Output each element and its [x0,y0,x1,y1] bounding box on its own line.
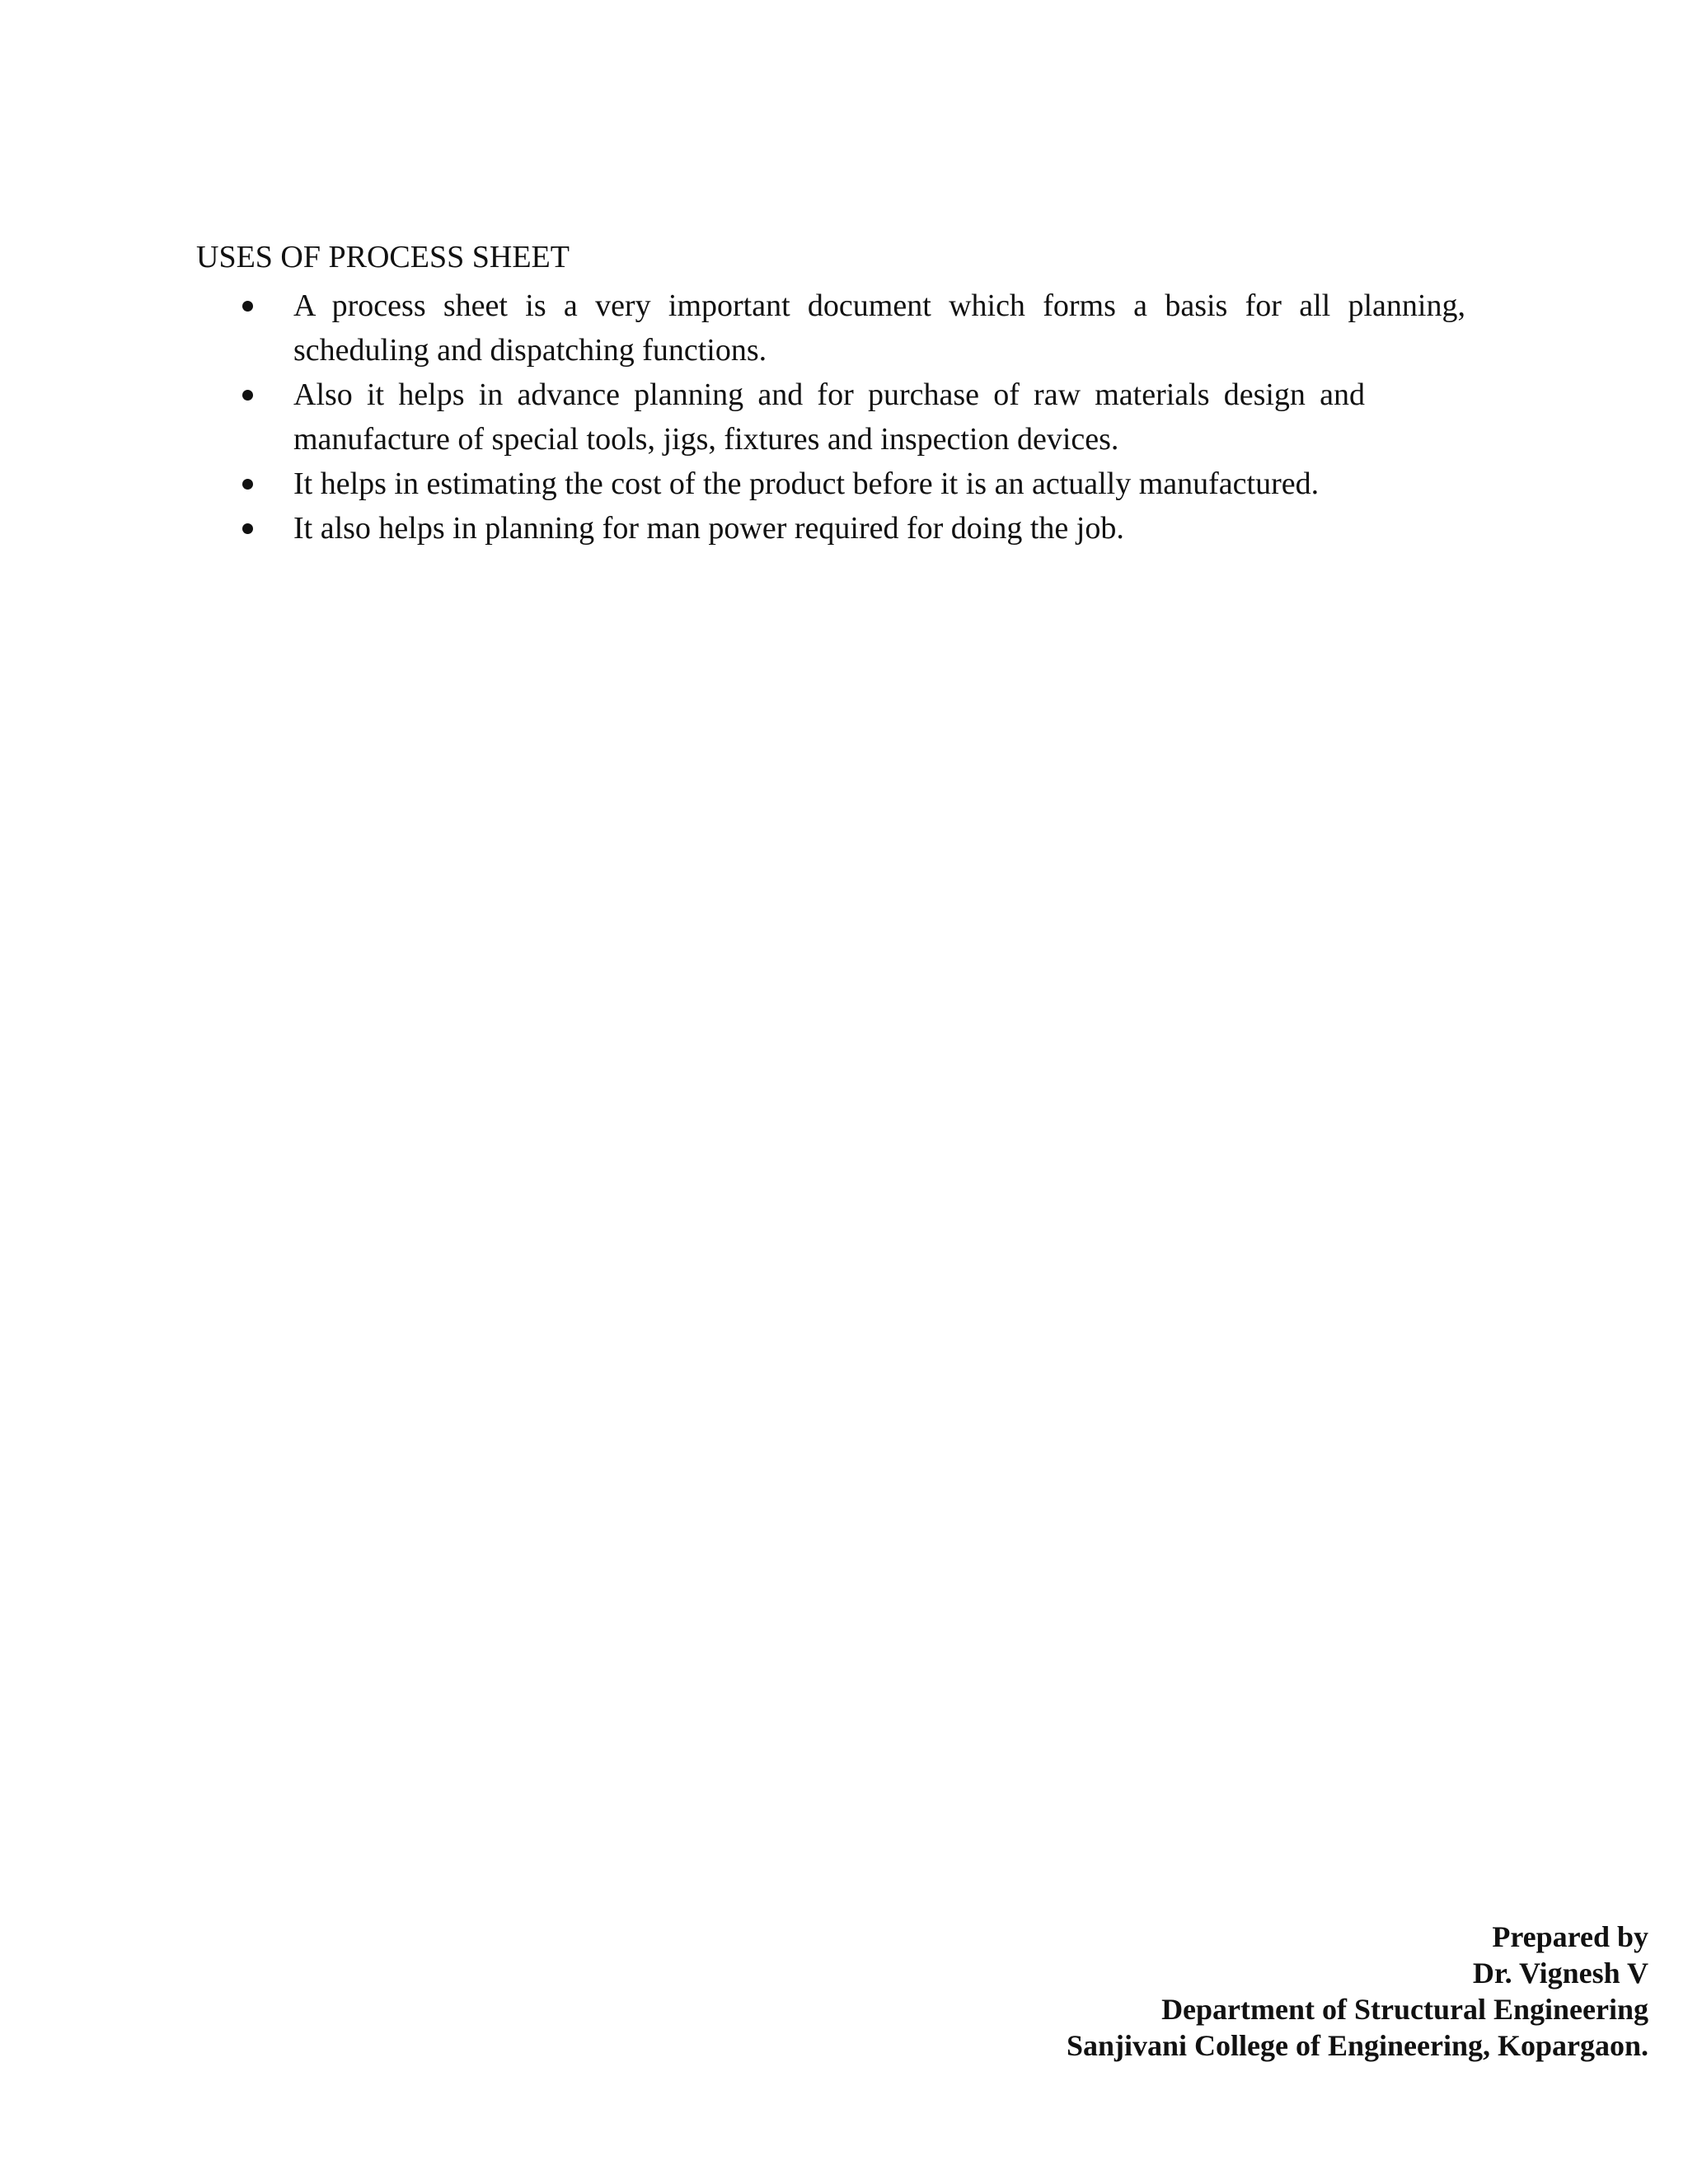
bullet-icon [242,390,253,401]
list-item-text: Also it helps in advance planning and for purchase of raw materials design and manufacture of special tools, jigs, fixtures and inspection devices. [293,377,1365,457]
bullet-icon [242,479,253,490]
author-institution: Sanjivani College of Engineering, Kopargaon. [1066,2029,1648,2062]
author-signature-block [1067,1919,1648,2064]
list-item-text: It helps in estimating the cost of the product before it is an actually manufactured. [293,466,1320,501]
list-item [293,373,1465,462]
list-item-text: It also helps in planning for man power required for doing the job. [293,511,1124,546]
prepared-by-label: Prepared by [1492,1920,1648,1953]
bullet-icon [242,523,253,534]
list-item [293,462,1465,506]
list-item [293,506,1465,551]
uses-bullet-list [293,284,1465,551]
author-name: Dr. Vignesh V [1472,1957,1648,1990]
section-heading: USES OF PROCESS SHEET [196,240,570,274]
bullet-icon [242,301,253,312]
list-item [293,284,1465,373]
author-department: Department of Structural Engineering [1161,1993,1648,2026]
list-item-text: A process sheet is a very important document which forms a basis for all planning, scheduling and dispatching functions. [293,288,1465,368]
